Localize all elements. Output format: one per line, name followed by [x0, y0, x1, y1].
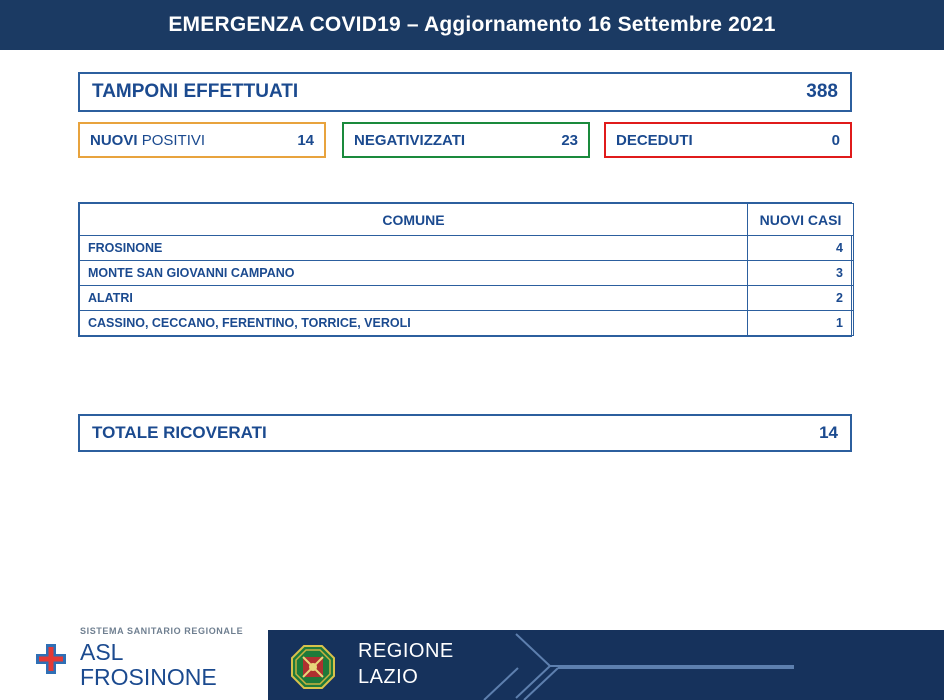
ricoverati-label: TOTALE RICOVERATI	[92, 423, 267, 442]
cell-casi: 3	[748, 261, 854, 286]
cell-casi: 2	[748, 286, 854, 311]
cell-casi: 1	[748, 311, 854, 336]
cell-comune: ALATRI	[80, 286, 748, 311]
table-row	[80, 286, 854, 311]
table-row	[80, 261, 854, 286]
medical-cross-icon	[32, 642, 70, 680]
totale-ricoverati-box	[78, 414, 852, 452]
table-header-row	[80, 204, 854, 236]
stat-value-negativizzati: 23	[561, 131, 578, 149]
table-row	[80, 311, 854, 336]
regione-line2: LAZIO	[358, 666, 419, 688]
regione-lazio-emblem-icon	[290, 644, 336, 690]
tamponi-value: 388	[806, 81, 838, 102]
stat-label-nuovi-positivi	[90, 132, 205, 149]
regione-lazio-footer	[268, 630, 944, 700]
asl-name-line1: ASL	[80, 639, 124, 665]
page-title: EMERGENZA COVID19 – Aggiornamento 16 Settembre 2021	[168, 13, 776, 36]
stat-label-deceduti: DECEDUTI	[616, 131, 693, 149]
cell-comune: MONTE SAN GIOVANNI CAMPANO	[80, 261, 748, 286]
cell-comune: FROSINONE	[80, 236, 748, 261]
ricoverati-value: 14	[819, 423, 838, 442]
comuni-table	[79, 203, 854, 336]
cell-casi: 4	[748, 236, 854, 261]
stat-label-positivi: POSITIVI	[141, 131, 206, 149]
stat-value-nuovi-positivi: 14	[297, 131, 314, 149]
regione-line1: REGIONE	[358, 640, 454, 662]
asl-name-line2: FROSINONE	[80, 664, 217, 690]
tamponi-effettuati-box	[78, 72, 852, 112]
comuni-table-wrapper	[78, 202, 852, 337]
asl-sistema-label: SISTEMA SANITARIO REGIONALE	[80, 626, 244, 636]
stat-box-deceduti	[604, 122, 852, 158]
stat-box-nuovi-positivi	[78, 122, 326, 158]
stat-value-deceduti: 0	[831, 131, 840, 149]
regione-lazio-wordmark	[358, 638, 454, 690]
cell-comune: CASSINO, CECCANO, FERENTINO, TORRICE, VEROLI	[80, 311, 748, 336]
comuni-table-head	[80, 204, 854, 236]
stat-label-nuovi: NUOVI	[90, 131, 142, 149]
column-header-nuovi-casi: NUOVI CASI	[748, 204, 854, 236]
comuni-table-body	[80, 236, 854, 336]
asl-name	[80, 640, 217, 690]
chevron-decoration-icon	[464, 632, 794, 700]
table-row	[80, 236, 854, 261]
column-header-comune: COMUNE	[80, 204, 748, 236]
tamponi-label: TAMPONI EFFETTUATI	[92, 81, 299, 102]
stat-box-negativizzati	[342, 122, 590, 158]
header-bar	[0, 0, 944, 50]
asl-logo	[20, 626, 260, 692]
stat-label-negativizzati: NEGATIVIZZATI	[354, 131, 466, 149]
